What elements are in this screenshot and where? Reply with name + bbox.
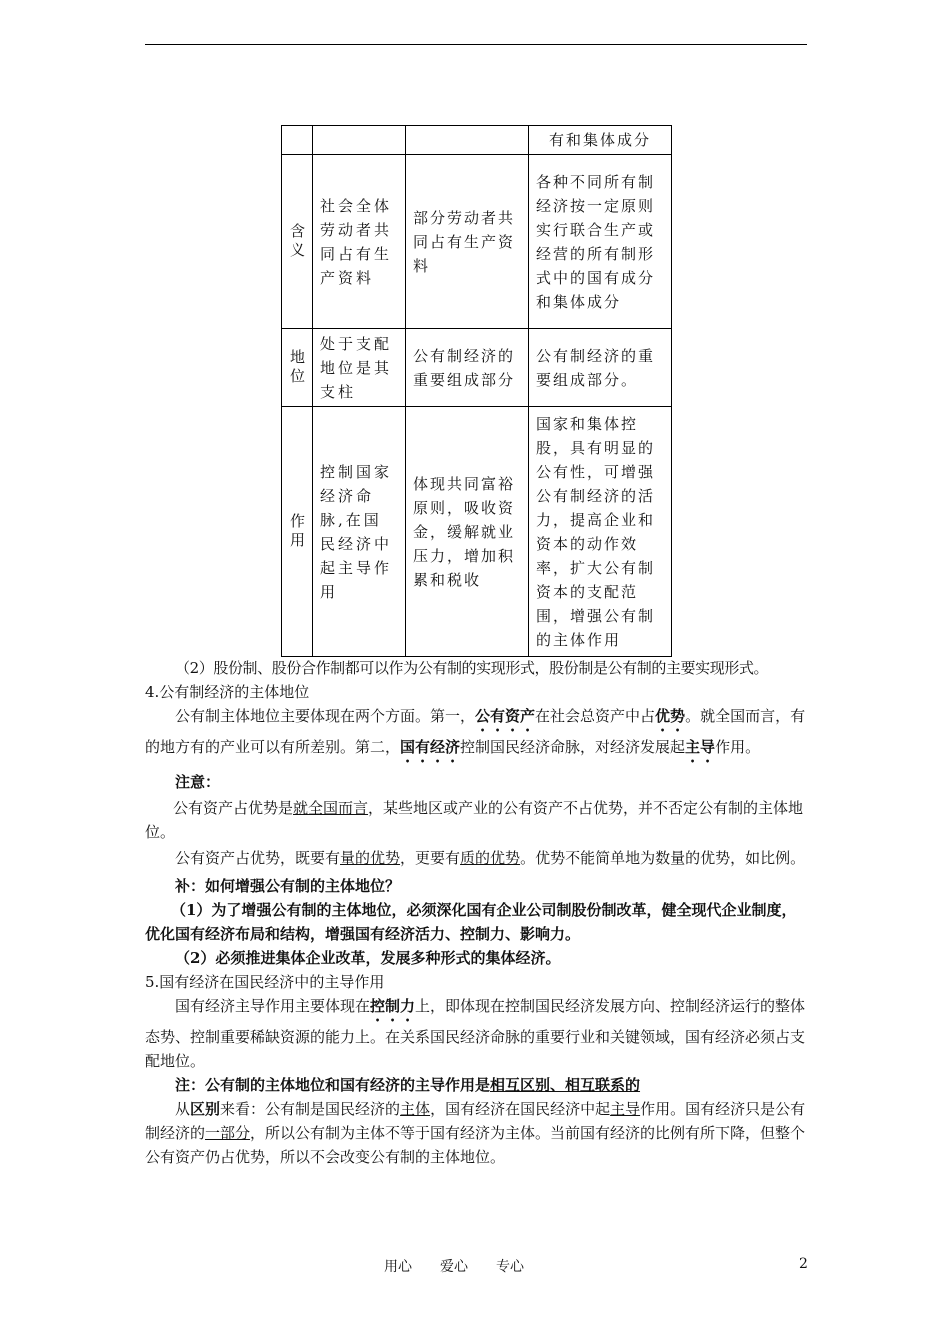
note-paragraph-1: 公有资产占优势是就全国而言，某些地区或产业的公有资产不占优势，并不否定公有制的主体地位。 xyxy=(145,799,804,841)
comparison-table xyxy=(281,125,672,657)
paragraph-main-position: 公有制主体地位主要体现在两个方面。第一，公有资产在社会总资产中占优势。就全国而言，有的地方有的产业可以有所差别。第二，国有经济控制国民经济命脉，对经济发展起主导作用。 xyxy=(145,707,806,756)
supplement-heading: 补：如何增强公有制的主体地位？ xyxy=(175,877,401,895)
table-cell: 有和集体成分 xyxy=(529,126,672,155)
paragraph-share-system: （2）股份制、股份合作制都可以作为公有制的实现形式，股份制是公有制的主要实现形式。 xyxy=(175,659,769,677)
table-cell xyxy=(406,126,529,155)
paragraph-leading-role: 国有经济主导作用主要体现在控制力上，即体现在控制国民经济发展方向、控制经济运行的整体态势、控制重要稀缺资源的能力上。在关系国民经济命脉的重要行业和关键领域，国有经济必须占支配地位。 xyxy=(145,997,806,1070)
table-cell xyxy=(282,126,313,155)
table-row xyxy=(282,329,672,407)
table-row xyxy=(282,155,672,329)
table-cell: 部分劳动者共同占有生产资料 xyxy=(406,155,529,329)
table-cell: 公有制经济的重要组成部分 xyxy=(406,329,529,407)
paragraph-difference: 从区别来看：公有制是国民经济的主体，国有经济在国民经济中起主导作用。国有经济只是公有制经济的一部分，所以公有制为主体不等于国有经济为主体。当前国有经济的比例有所下降，但整个公有资产仍占优势，所以不会改变公有制的主体地位。 xyxy=(145,1100,806,1166)
table-cell: 体现共同富裕原则，吸收资金，缓解就业压力，增加积累和税收 xyxy=(406,407,529,657)
header-rule xyxy=(145,44,807,45)
body-text xyxy=(145,656,810,1169)
table-cell xyxy=(313,126,406,155)
table-row xyxy=(282,126,672,155)
page-number: 2 xyxy=(799,1256,808,1272)
supplement-item-1: （1）为了增强公有制的主体地位，必须深化国有企业公司制股份制改革，健全现代企业制度，优化国有经济布局和结构，增强国有经济活力、控制力、影响力。 xyxy=(145,901,797,943)
table-cell: 社会全体劳动者共同占有生产资料 xyxy=(313,155,406,329)
table-cell: 各种不同所有制经济按一定原则实行联合生产或经营的所有制形式中的国有成分和集体成分 xyxy=(529,155,672,329)
row-header: 含义 xyxy=(282,155,313,329)
table-cell: 国家和集体控股，具有明显的公有性，可增强公有制经济的活力，提高企业和资本的动作效率，扩大公有制资本的支配范围，增强公有制的主体作用 xyxy=(529,407,672,657)
note-relation: 注：公有制的主体地位和国有经济的主导作用是相互区别、相互联系的 xyxy=(175,1076,641,1094)
row-header: 作用 xyxy=(282,407,313,657)
table-cell: 处于支配地位是其支柱 xyxy=(313,329,406,407)
table-cell: 控制国家经济命脉,在国民经济中起主导作用 xyxy=(313,407,406,657)
note-paragraph-2: 公有资产占优势，既要有量的优势，更要有质的优势。优势不能简单地为数量的优势，如比例。 xyxy=(175,849,806,867)
row-header: 地位 xyxy=(282,329,313,407)
section-heading-5: 5.国有经济在国民经济中的主导作用 xyxy=(145,973,385,991)
footer-text: 用心 爱心 专心 xyxy=(384,1259,524,1275)
section-heading-4: 4.公有制经济的主体地位 xyxy=(145,683,310,701)
note-heading: 注意： xyxy=(175,773,221,791)
supplement-item-2: （2）必须推进集体企业改革，发展多种形式的集体经济。 xyxy=(175,949,561,967)
table-row xyxy=(282,407,672,657)
table-cell: 公有制经济的重要组成部分。 xyxy=(529,329,672,407)
